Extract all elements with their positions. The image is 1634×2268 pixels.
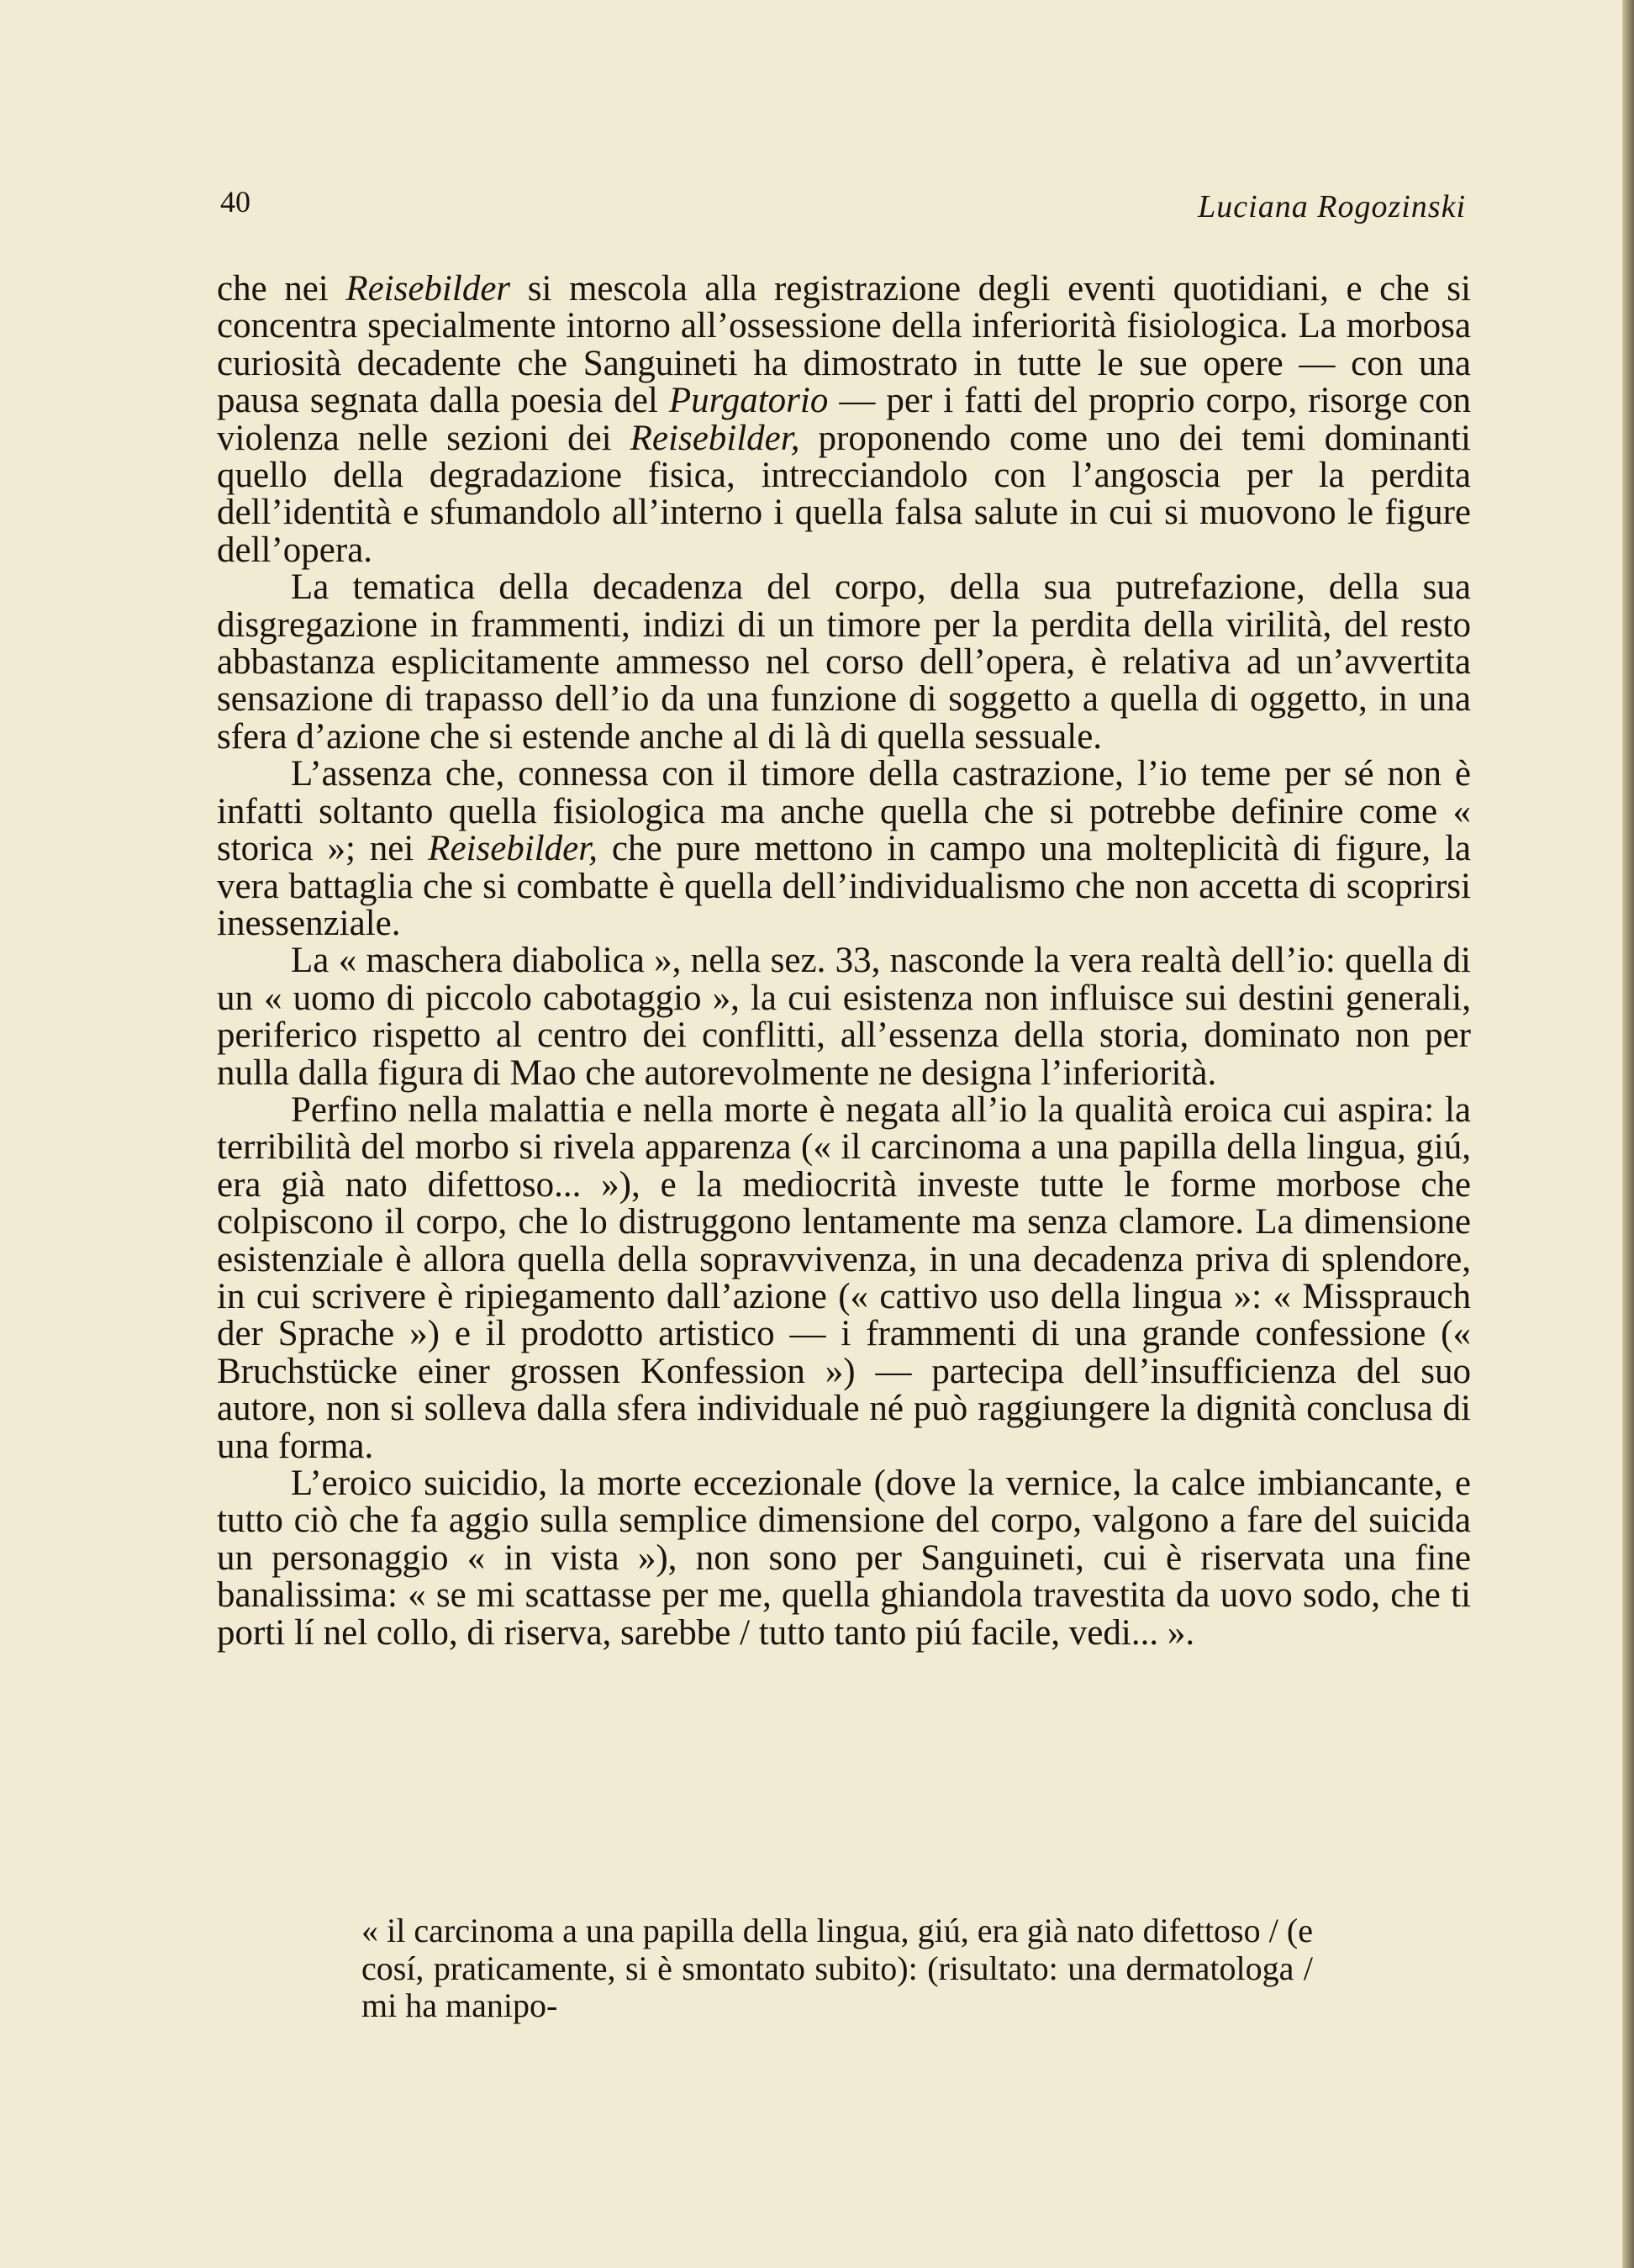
running-head-author: Luciana Rogozinski xyxy=(1198,189,1466,224)
paragraph-1-text: — per i fatti del proprio corpo, risorge con violenza nelle sezioni dei xyxy=(217,381,1471,458)
body-text xyxy=(217,271,1471,1652)
title-purgatorio: Purgatorio xyxy=(668,381,829,421)
block-quote xyxy=(361,1912,1313,2025)
paragraph-4 xyxy=(217,942,1471,1092)
paragraph-6-text: L’eroico suicidio, la morte eccezionale (dove la vernice, la calce imbiancante, e tutto ciò che fa aggio sulla semplice dimensione del corpo, valgono a fare del suicida un personaggio « in vista »), non sono per Sanguineti, cui è riservata una fine banalissima: « se mi scattasse per me, quella ghiandola travestita da uovo sodo, che ti porti lí nel collo, di riserva, sarebbe / tutto tanto piú facile, vedi... ». xyxy=(217,1464,1471,1653)
title-reisebilder: Reisebilder, xyxy=(428,829,598,869)
block-quote-text: « il carcinoma a una papilla della lingua, giú, era già nato difettoso / (e cosí, praticamente, si è smontato subito): (risultato: una dermatologa / mi ha manipo- xyxy=(361,1912,1313,2024)
paragraph-6 xyxy=(217,1465,1471,1652)
paragraph-2-text: La tematica della decadenza del corpo, della sua putrefazione, della sua disgregazione in frammenti, indizi di un timore per la perdita della virilità, del resto abbastanza esplicitamente ammesso nel corso dell’opera, è relativa ad un’avvertita sensazione di trapasso dell’io da una funzione di soggetto a quella di oggetto, in una sfera d’azione che si estende anche al di là di quella sessuale. xyxy=(217,567,1471,757)
paragraph-4-text: La « maschera diabolica », nella sez. 33, nasconde la vera realtà dell’io: quella di un « uomo di piccolo cabotaggio », la cui esistenza non influisce sui destini generali, periferico rispetto al centro dei conflitti, all’essenza della storia, dominato non per nulla dalla figura di Mao che autorevolmente ne designa l’inferiorità. xyxy=(217,941,1471,1093)
title-reisebilder: Reisebilder xyxy=(345,269,511,309)
page-number: 40 xyxy=(220,185,250,219)
paragraph-3-text: L’assenza che, connessa con il timore della castrazione, l’io teme per sé non è infatti soltanto quella fisiologica ma anche quella che si potrebbe definire come « storica »; nei xyxy=(217,754,1471,869)
paragraph-5 xyxy=(217,1089,1471,1466)
paragraph-2 xyxy=(217,569,1471,756)
paragraph-1-text: che nei xyxy=(217,269,346,309)
paragraph-1 xyxy=(217,271,1471,569)
paragraph-5-text: Perfino nella malattia e nella morte è negata all’io la qualità eroica cui aspira: la terribilità del morbo si rivela apparenza (« il carcinoma a una papilla della lingua, giú, era già nato difettoso... »), e la mediocrità investe tutte le forme morbose che colpiscono il corpo, che lo distruggono lentamente ma senza clamore. La dimensione esistenziale è allora quella della sopravvivenza, in una decadenza priva di splendore, in cui scrivere è ripiegamento dall’azione (« cattivo uso della lingua »: « Missprauch der Sprache ») e il prodotto artistico — i frammenti di una grande confessione (« Bruchstücke einer grossen Konfession ») — partecipa dell’insufficienza del suo autore, non si solleva dalla sfera individuale né può raggiungere la dignità conclusa di una forma. xyxy=(217,1089,1471,1466)
paragraph-3 xyxy=(217,756,1471,942)
title-reisebilder: Reisebilder, xyxy=(630,418,800,458)
paragraph-3-text: che pure mettono in campo una molteplicità di figure, la vera battaglia che si combatte è quella dell’individualismo che non accetta di scoprirsi inessenziale. xyxy=(217,829,1471,943)
paragraph-1-text: si mescola alla registrazione degli eventi quotidiani, e che si concentra specialmente intorno all’ossessione della inferiorità fisiologica. La morbosa curiosità decadente che Sanguineti ha dimostrato in tutte le sue opere — con una pausa segnata dalla poesia del xyxy=(217,269,1471,421)
page-edge-shadow xyxy=(1622,0,1634,2268)
paragraph-1-text: proponendo come uno dei temi dominanti quello della degradazione fisica, intrecciandolo con l’angoscia per la perdita dell’identità e sfumandolo all’interno i quella falsa salute in cui si muovono le figure dell’opera. xyxy=(217,418,1471,570)
